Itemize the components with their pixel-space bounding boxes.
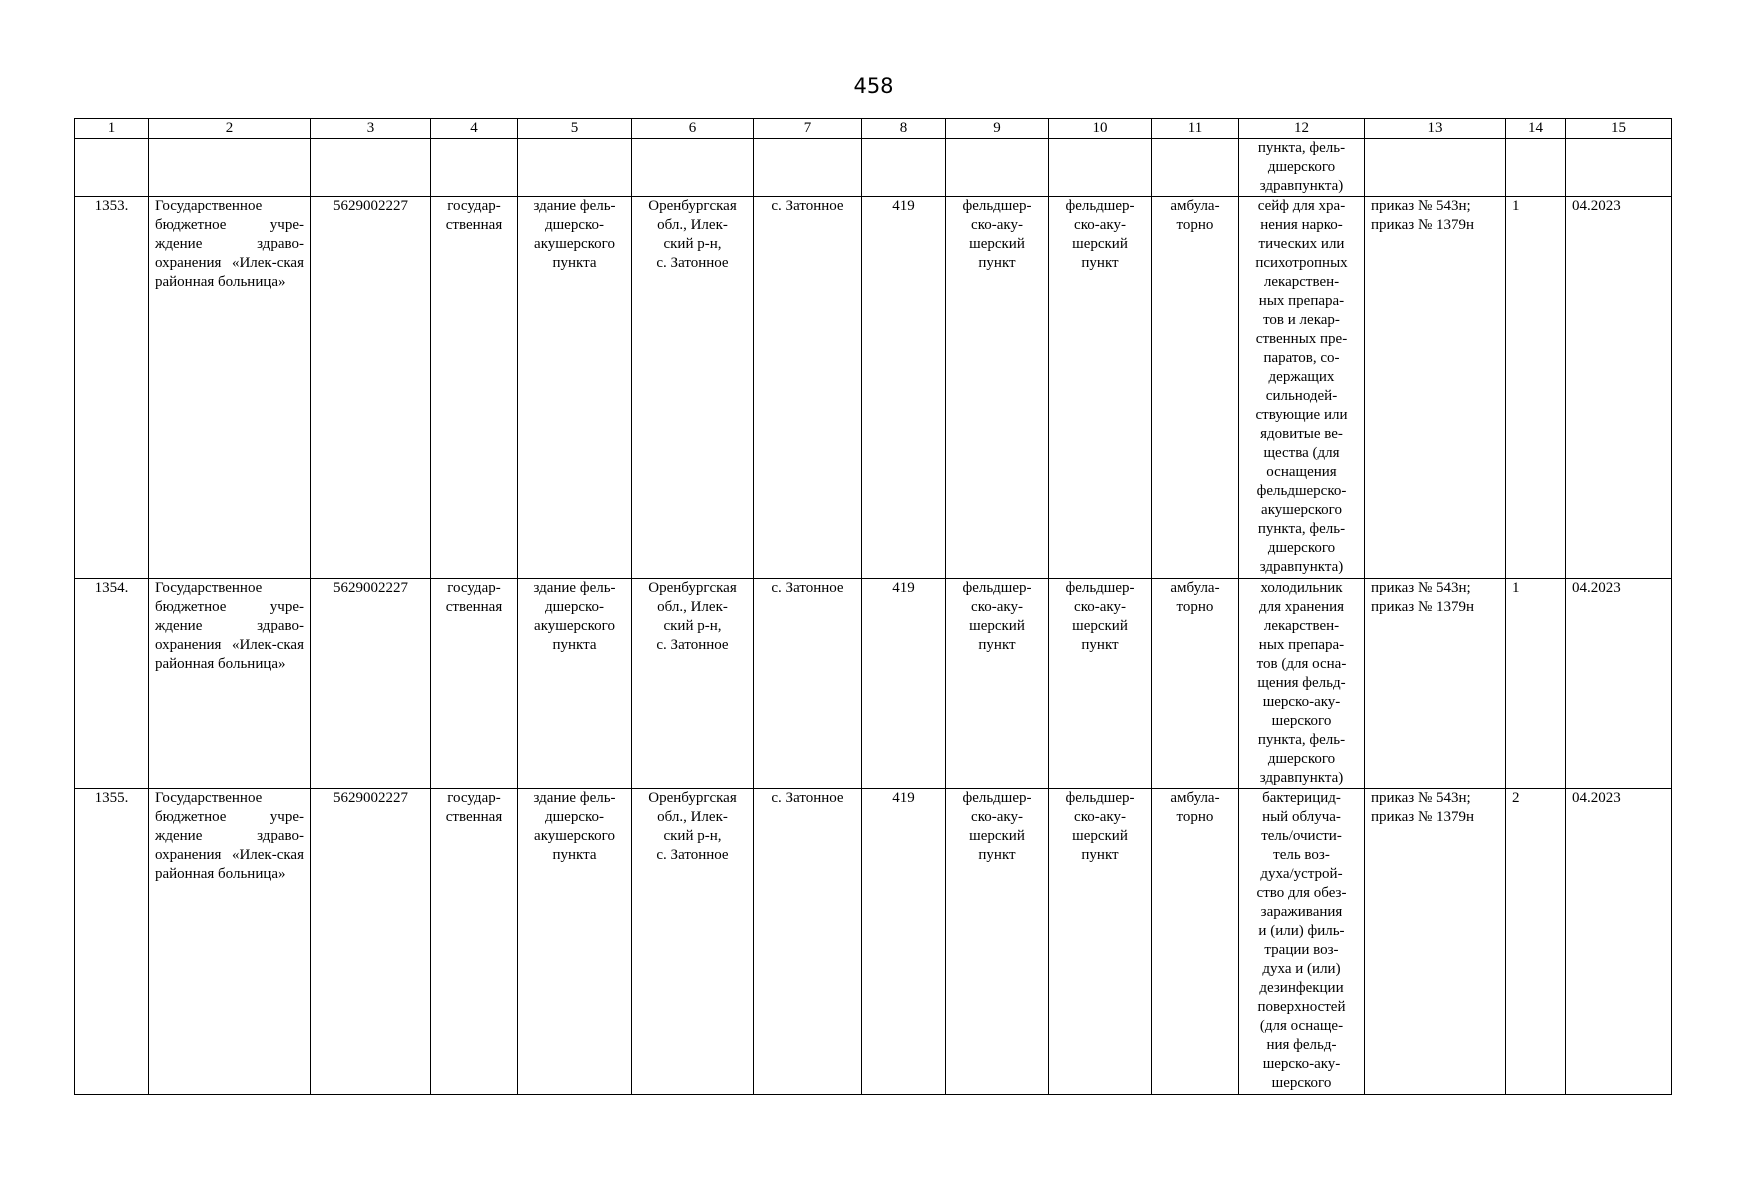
page-number: 458 [853,74,894,98]
column-number: 7 [754,119,862,139]
equipment-cell: бактерицид- ный облуча- тель/очисти- тель воз- духа/устрой- ство для обез- зараживания и (или) филь- трации воз- духа и (или) дезинфекции поверхностей (для оснаще- ния фельд- шерско-аку- шерского [1239,789,1365,1095]
building-cell: здание фель- дшерско- акушерского пункта [518,579,632,789]
column-number: 14 [1506,119,1566,139]
unit-name-cell: фельдшер- ско-аку- шерский пункт [1049,579,1152,789]
building-cell: здание фель- дшерско- акушерского пункта [518,789,632,1095]
care-form-cell: амбула- торно [1152,579,1239,789]
date-cell: 04.2023 [1566,579,1672,789]
column-number: 11 [1152,119,1239,139]
order-cell: приказ № 543н; приказ № 1379н [1365,789,1506,1095]
row-number-cell: 1355. [75,789,149,1095]
ownership-cell: государ- ственная [431,197,518,579]
column-number: 10 [1049,119,1152,139]
quantity-cell: 2 [1506,789,1566,1095]
equipment-cell: холодильник для хранения лекарствен- ных препара- тов (для осна- щения фельд- шерско-аку- шерского пункта, фель- дшерского здравпункта) [1239,579,1365,789]
address-cell: Оренбургская обл., Илек- ский р-н, с. Затонное [632,197,754,579]
inn-cell: 5629002227 [311,789,431,1095]
row-number-cell: 1353. [75,197,149,579]
organization-cell: Государственное бюджетное учре-ждение здраво-охранения «Илек-ская районная больница» [149,579,311,789]
column-number: 8 [862,119,946,139]
code-cell: 419 [862,579,946,789]
unit-type-cell: фельдшер- ско-аку- шерский пункт [946,579,1049,789]
unit-type-cell: фельдшер- ско-аку- шерский пункт [946,789,1049,1095]
row-number-cell: 1354. [75,579,149,789]
organization-cell: Государственное бюджетное учре-ждение здраво-охранения «Илек-ская районная больница» [149,197,311,579]
column-number: 12 [1239,119,1365,139]
quantity-cell: 1 [1506,197,1566,579]
locality-cell: с. Затонное [754,579,862,789]
column-number-row [75,119,1672,139]
column-number: 5 [518,119,632,139]
column-number: 3 [311,119,431,139]
order-cell: приказ № 543н; приказ № 1379н [1365,197,1506,579]
organization-cell: Государственное бюджетное учре-ждение здраво-охранения «Илек-ская районная больница» [149,789,311,1095]
inn-cell: 5629002227 [311,579,431,789]
inn-cell: 5629002227 [311,197,431,579]
locality-cell: с. Затонное [754,197,862,579]
care-form-cell: амбула- торно [1152,789,1239,1095]
table-row [75,579,1672,789]
code-cell: 419 [862,789,946,1095]
code-cell: 419 [862,197,946,579]
address-cell: Оренбургская обл., Илек- ский р-н, с. Затонное [632,579,754,789]
unit-name-cell: фельдшер- ско-аку- шерский пункт [1049,197,1152,579]
column-number: 6 [632,119,754,139]
unit-type-cell: фельдшер- ско-аку- шерский пункт [946,197,1049,579]
address-cell: Оренбургская обл., Илек- ский р-н, с. Затонное [632,789,754,1095]
date-cell: 04.2023 [1566,789,1672,1095]
column-number: 13 [1365,119,1506,139]
column-number: 9 [946,119,1049,139]
registry-table [74,118,1672,1095]
equipment-cell: сейф для хра- нения нарко- тических или психотропных лекарствен- ных препара- тов и лекар- ственных пре- паратов, со- держащих сильнодей- ствующие или ядовитые ве- щества (для оснащения фельдшерско- акушерского пункта, фель- дшерского здравпункта) [1239,197,1365,579]
building-cell: здание фель- дшерско- акушерского пункта [518,197,632,579]
care-form-cell: амбула- торно [1152,197,1239,579]
column-number: 1 [75,119,149,139]
quantity-cell: 1 [1506,579,1566,789]
ownership-cell: государ- ственная [431,789,518,1095]
column-number: 2 [149,119,311,139]
column-number: 4 [431,119,518,139]
continuation-row [75,139,1672,197]
table-row [75,789,1672,1095]
table-row [75,197,1672,579]
date-cell: 04.2023 [1566,197,1672,579]
ownership-cell: государ- ственная [431,579,518,789]
column-number: 15 [1566,119,1672,139]
locality-cell: с. Затонное [754,789,862,1095]
order-cell: приказ № 543н; приказ № 1379н [1365,579,1506,789]
equipment-cell: пункта, фель- дшерского здравпункта) [1239,139,1365,197]
unit-name-cell: фельдшер- ско-аку- шерский пункт [1049,789,1152,1095]
